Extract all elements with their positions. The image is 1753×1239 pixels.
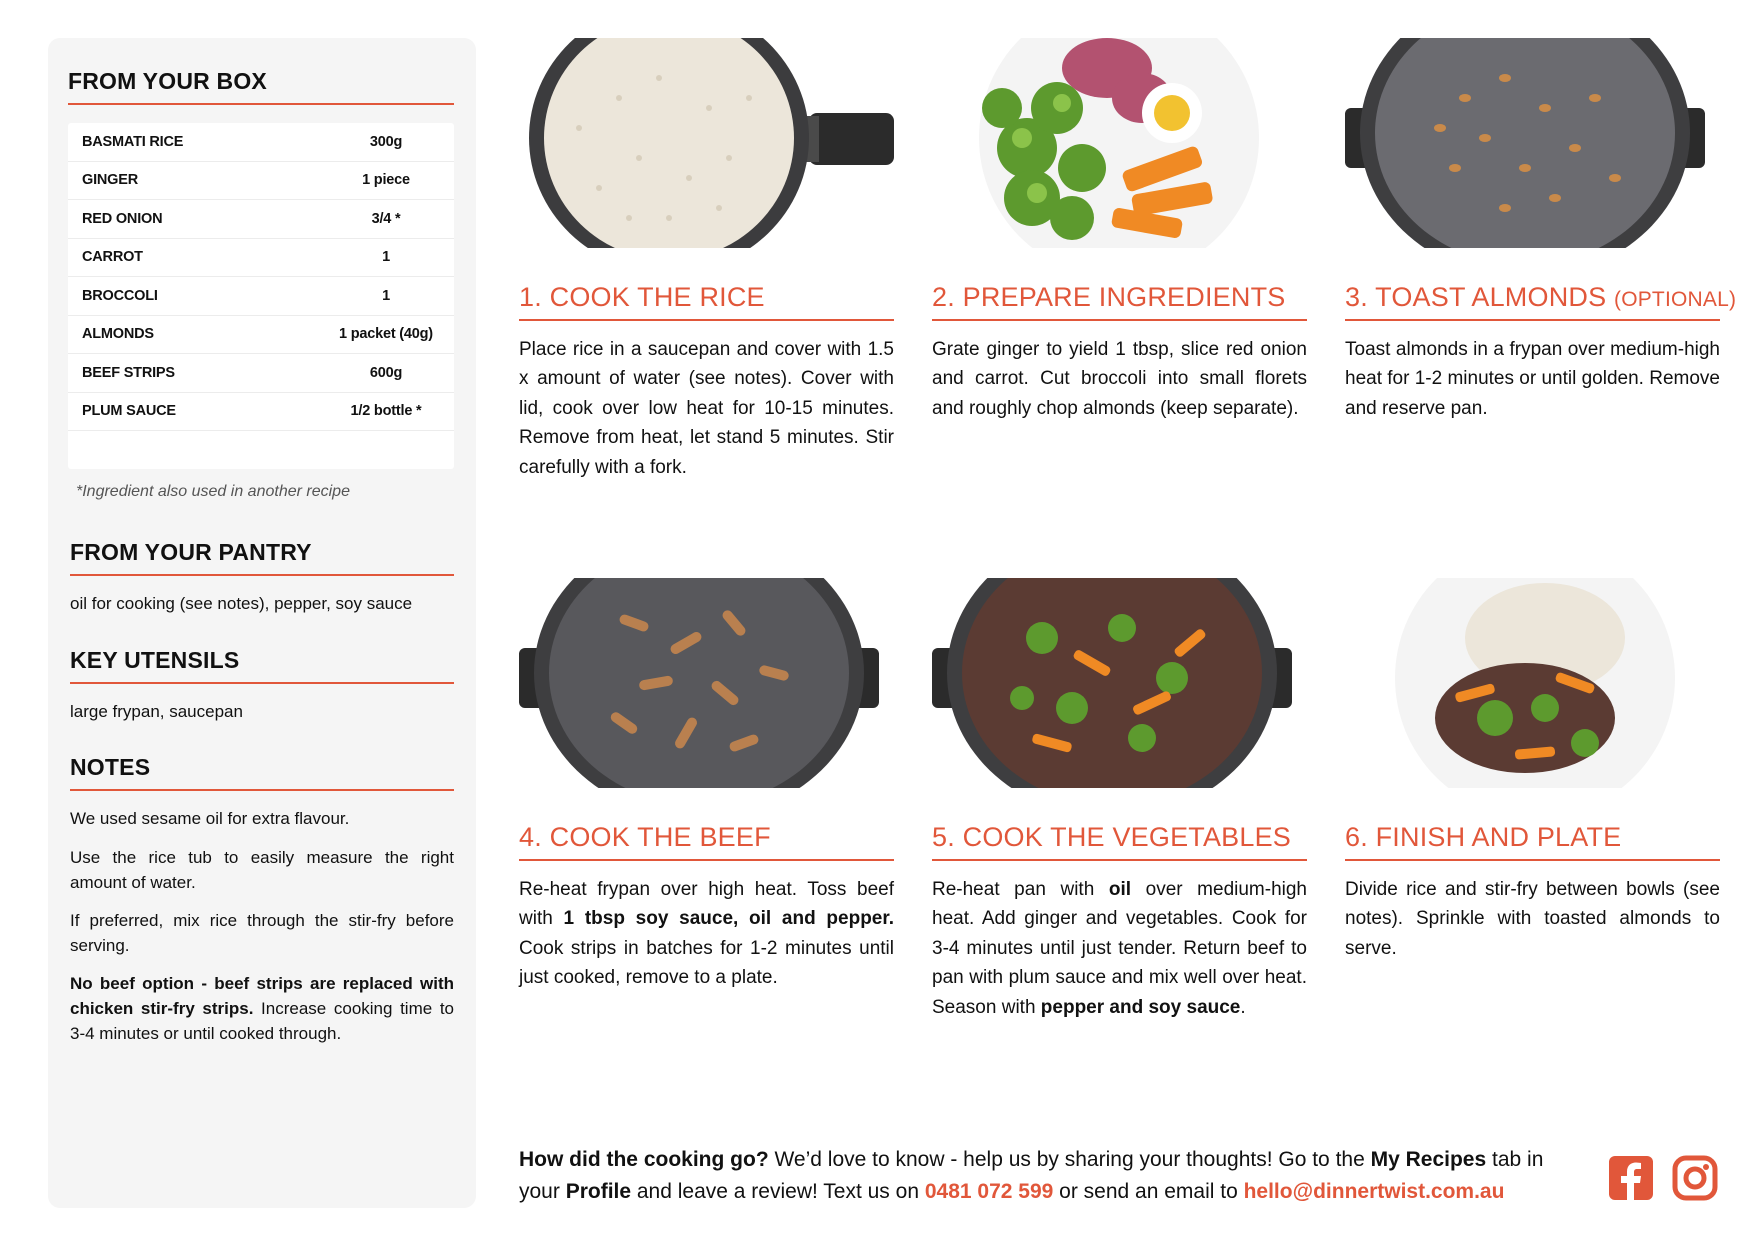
pantry-heading: FROM YOUR PANTRY (70, 539, 454, 576)
step-6-title: 6. FINISH AND PLATE (1345, 822, 1720, 861)
pantry-section (70, 539, 454, 617)
from-your-box-heading: FROM YOUR BOX (68, 68, 454, 105)
step-4 (519, 578, 894, 993)
ingredient-row (68, 162, 454, 201)
ingredient-name: ALMONDS (82, 326, 154, 343)
email-link[interactable]: hello@dinnertwist.com.au (1243, 1179, 1505, 1203)
instagram-icon (1672, 1155, 1718, 1201)
ingredients-sidebar (48, 38, 476, 1208)
ingredient-name: BASMATI RICE (82, 133, 184, 150)
utensils-heading: KEY UTENSILS (70, 647, 454, 684)
pantry-text: oil for cooking (see notes), pepper, soy sauce (70, 594, 413, 613)
ingredient-qty: 1 packet (40g) (339, 326, 433, 343)
note-item (70, 972, 454, 1046)
ingredient-qty: 1/2 bottle * (350, 403, 422, 420)
ingredient-name: RED ONION (82, 210, 163, 227)
ingredient-footnote: *Ingredient also used in another recipe (76, 483, 350, 500)
step-5-body (932, 875, 1307, 1022)
step-6 (1345, 578, 1720, 963)
profile-link[interactable]: Profile (565, 1179, 632, 1203)
my-recipes-link[interactable]: My Recipes (1370, 1148, 1487, 1171)
ingredient-row (68, 354, 454, 393)
step-5-title: 5. COOK THE VEGETABLES (932, 822, 1307, 861)
ingredient-qty: 300g (369, 133, 403, 150)
ingredient-qty: 600g (369, 364, 403, 381)
facebook-link[interactable] (1608, 1155, 1654, 1201)
step-3-title (1345, 282, 1737, 321)
step-2-body: Grate ginger to yield 1 tbsp, slice red onion and carrot. Cut broccoli into small florets and roughly chop almonds (keep separate). (932, 339, 1307, 419)
step-5 (932, 578, 1307, 1022)
ingredient-name: CARROT (82, 249, 143, 266)
footer-text: tab in your (519, 1148, 1544, 1203)
note-item: If preferred, mix rice through the stir-fry before serving. (70, 911, 454, 955)
step-5-bold: pepper and soy sauce (1040, 996, 1241, 1018)
footer-text: and leave a review! Text us on (631, 1179, 925, 1203)
ingredient-qty: 1 (382, 249, 390, 266)
feedback-footer (519, 1144, 1584, 1207)
facebook-icon (1608, 1155, 1654, 1201)
ingredient-name: BEEF STRIPS (82, 364, 175, 381)
utensils-section (70, 647, 454, 725)
ingredient-name: BROCCOLI (82, 287, 158, 304)
plated-bowl-image (1345, 578, 1720, 788)
phone-link[interactable]: 0481 072 599 (924, 1179, 1054, 1203)
instagram-link[interactable] (1672, 1155, 1718, 1201)
step-4-bold: 1 tbsp soy sauce, oil and pepper. (563, 908, 894, 930)
footer-text: We’d love to know - help us by sharing your thoughts! Go to the (768, 1148, 1371, 1171)
step-6-body: Divide rice and stir-fry between bowls (see notes). Sprinkle with toasted almonds to serve. (1345, 879, 1720, 959)
ingredients-plate-image (932, 38, 1307, 248)
ingredient-qty: 3/4 * (371, 210, 401, 227)
note-item: Use the rice tub to easily measure the right amount of water. (70, 847, 454, 892)
feedback-question: How did the cooking go? (519, 1148, 769, 1171)
note-bold: No beef option - beef strips are replaced with chicken stir-fry strips. (70, 974, 454, 1019)
step-5-text: over medium-high heat. Add ginger and vegetables. Cook for 3-4 minutes until just tender. Return beef to pan with plum sauce and mix well over heat. Season with (932, 879, 1307, 1018)
notes-heading: NOTES (70, 754, 454, 791)
step-4-body (519, 875, 894, 993)
notes-section (70, 754, 454, 1046)
almonds-pan-image (1345, 38, 1720, 248)
step-3-title-main: 3. TOAST ALMONDS (1345, 282, 1607, 312)
ingredient-row (68, 277, 454, 316)
step-5-bold: oil (1108, 879, 1132, 900)
step-5-text: . (1240, 996, 1246, 1018)
step-4-text: Cook strips in batches for 1-2 minutes until just cooked, remove to a plate. (519, 937, 894, 989)
step-2-title: 2. PREPARE INGREDIENTS (932, 282, 1307, 321)
step-1-title: 1. COOK THE RICE (519, 282, 894, 321)
ingredient-name: PLUM SAUCE (82, 403, 176, 420)
ingredient-row (68, 316, 454, 355)
note-text: Increase cooking time to 3-4 minutes or until cooked through. (70, 999, 454, 1043)
step-5-text: Re-heat pan with (932, 879, 1109, 900)
ingredients-table (68, 123, 454, 469)
step-3-body: Toast almonds in a frypan over medium-high heat for 1-2 minutes or until golden. Remove and reserve pan. (1345, 339, 1720, 419)
utensils-text: large frypan, saucepan (70, 701, 243, 721)
ingredient-row (68, 200, 454, 239)
step-4-title: 4. COOK THE BEEF (519, 822, 894, 861)
ingredient-qty: 1 (382, 287, 390, 304)
footer-text: or send an email to (1053, 1179, 1244, 1203)
step-1 (519, 38, 894, 482)
ingredient-name: GINGER (82, 172, 138, 189)
step-4-text: Re-heat frypan over high heat. Toss beef with (519, 879, 894, 930)
ingredient-row (68, 123, 454, 162)
ingredient-row (68, 239, 454, 278)
step-2 (932, 38, 1307, 423)
ingredient-qty: 1 piece (362, 172, 410, 189)
step-3 (1345, 38, 1737, 423)
stir-fry-pan-image (932, 578, 1307, 788)
note-item: We used sesame oil for extra flavour. (70, 809, 350, 829)
ingredient-row (68, 393, 454, 432)
step-3-title-optional: (OPTIONAL) (1614, 288, 1737, 311)
beef-pan-image (519, 578, 894, 788)
rice-pot-image (519, 38, 894, 248)
step-1-body: Place rice in a saucepan and cover with 1.5 x amount of water (see notes). Cover with lid, cook over low heat for 10-15 minutes. Remove from heat, let stand 5 minutes. Stir carefully with a fork. (519, 339, 894, 478)
